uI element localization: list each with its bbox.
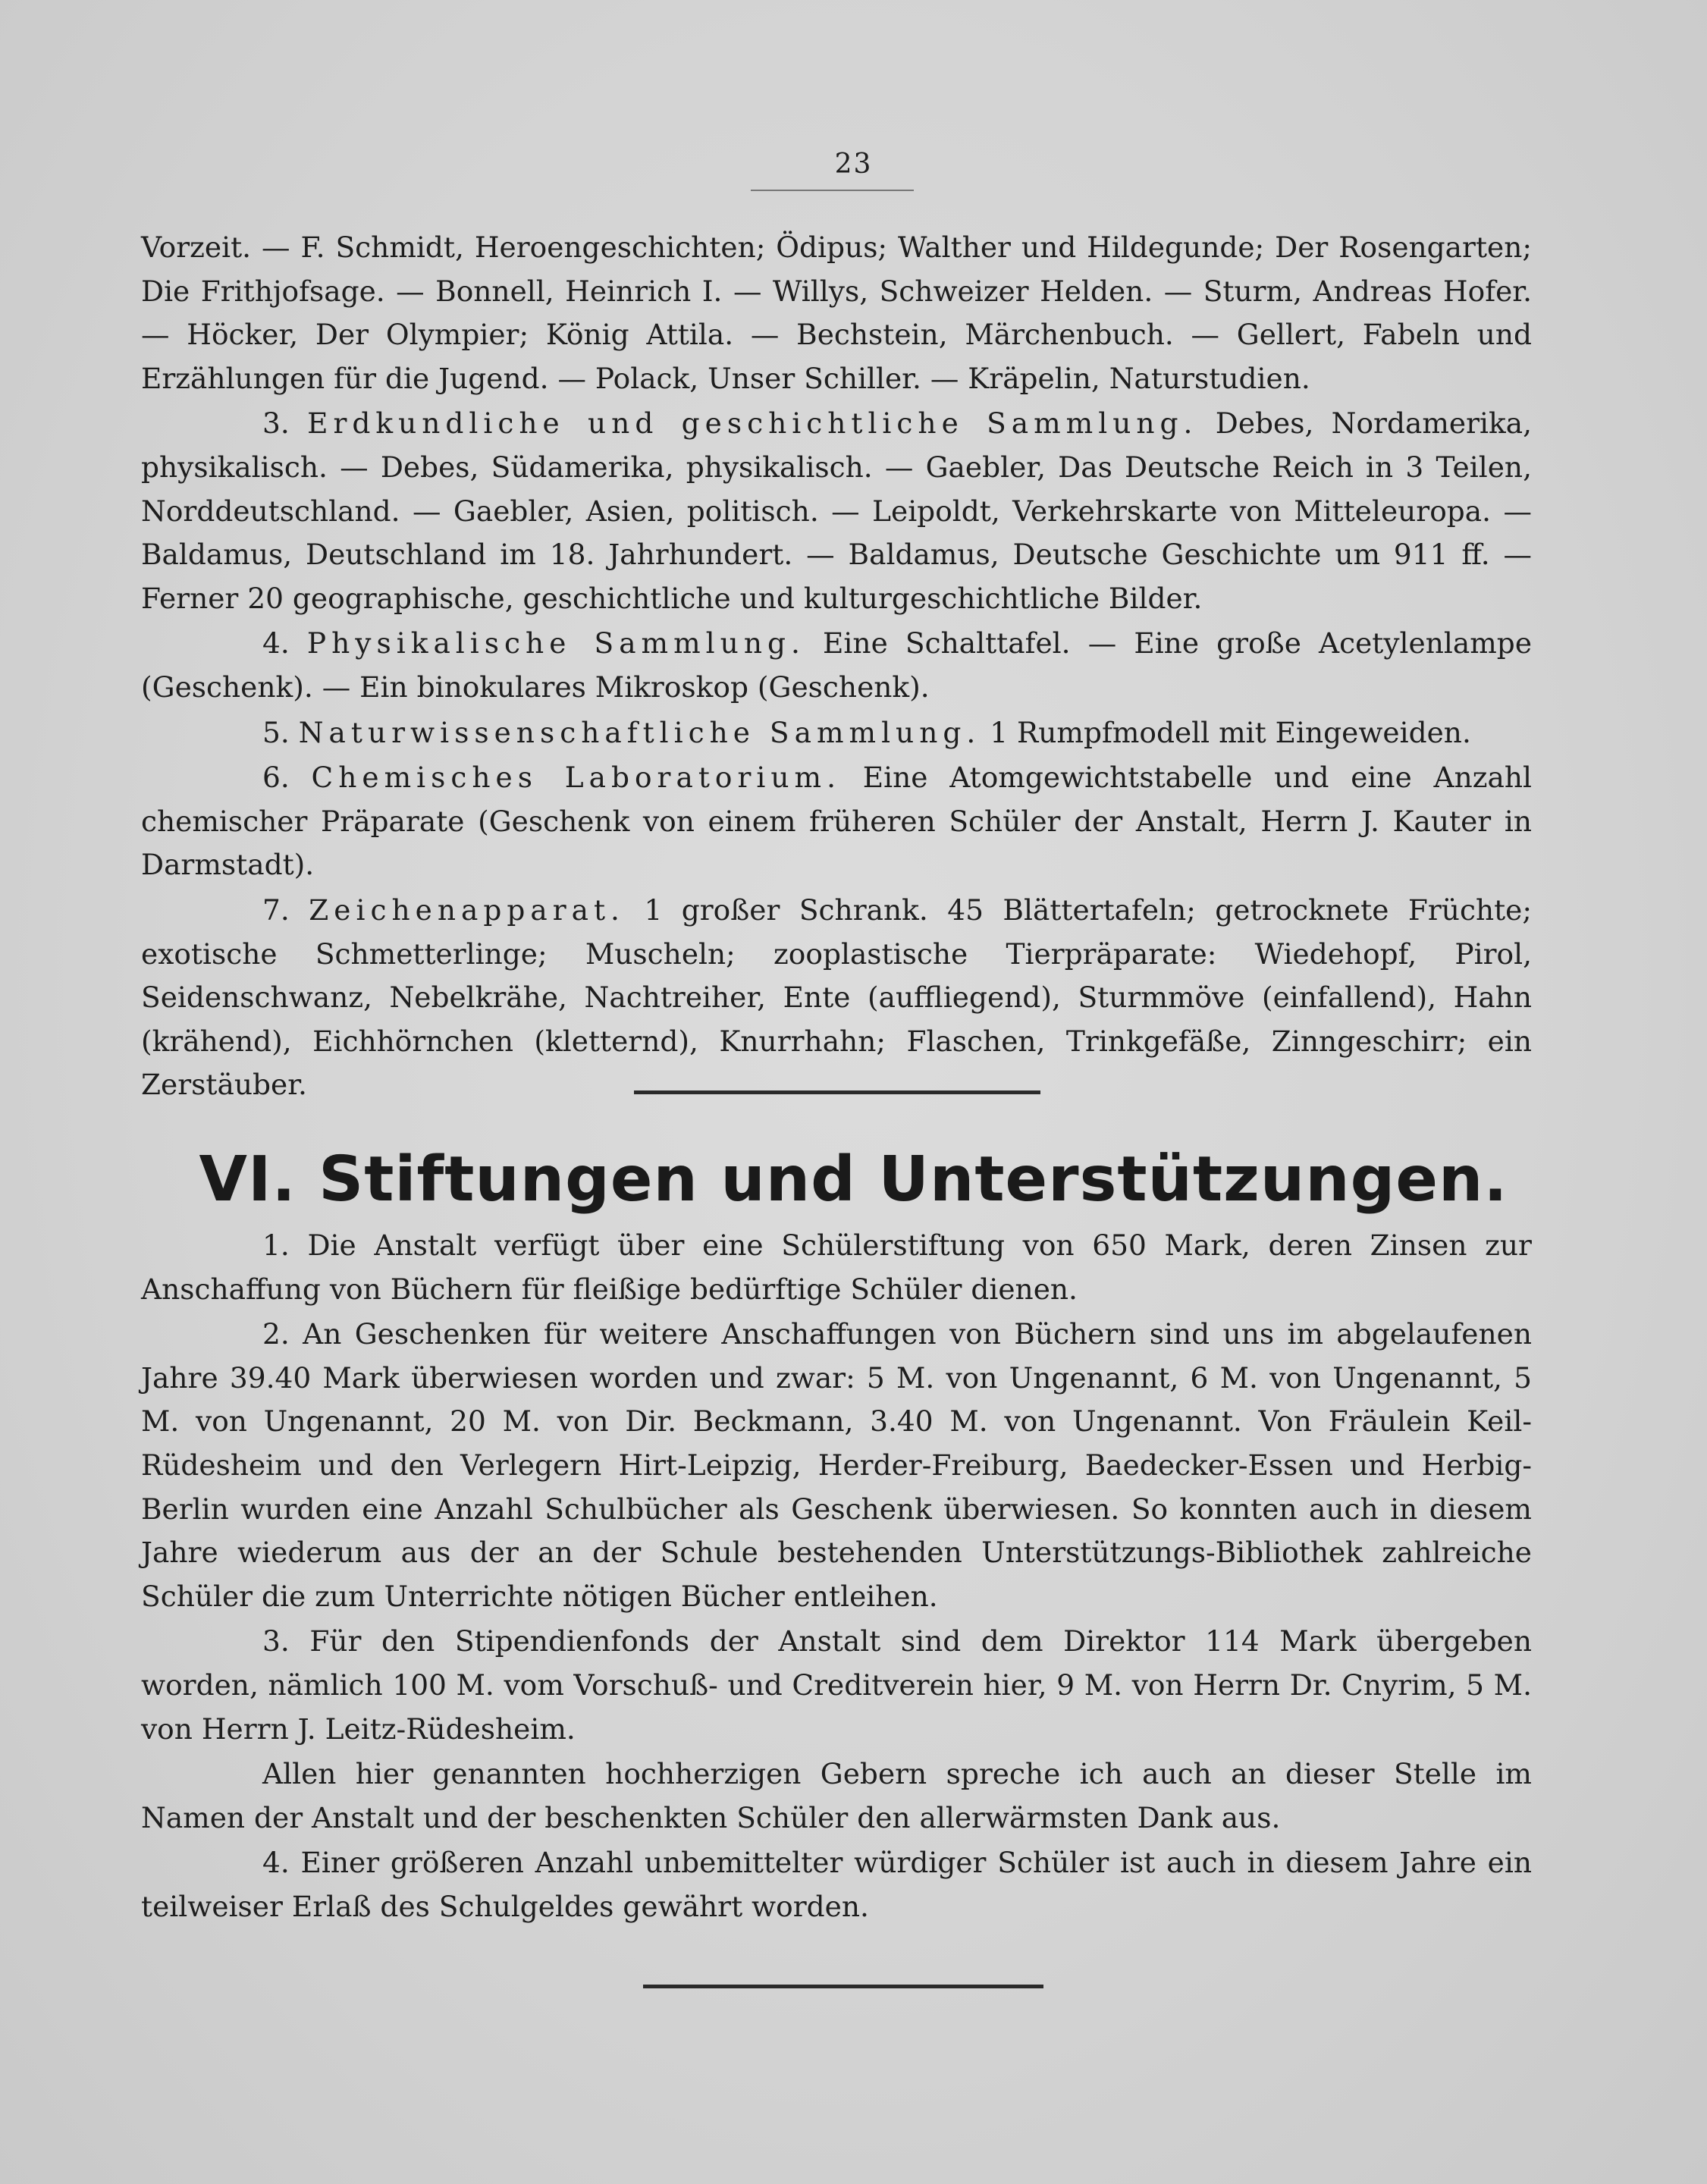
list-item-erdkundliche-sammlung — [141, 402, 1532, 620]
section-body — [141, 1224, 1532, 1929]
section-paragraph: 3. Für den Stipendienfonds der Anstalt sind dem Direktor 114 Mark übergeben worden, nämlich 100 M. vom Vorschuß- und Creditverein hier, 9 M. von Herrn Dr. Cnyrim, 5 M. von Herrn J. Leitz-Rüdesheim. — [141, 1624, 1532, 1746]
item-number: 7. — [262, 893, 290, 927]
list-item-zeichenapparat — [141, 889, 1532, 1107]
item-heading: Erdkundliche und geschichtliche Sammlung. — [307, 406, 1198, 441]
section-title: VI. Stiftungen und Unterstützungen. — [199, 1144, 1508, 1216]
item-heading: Chemisches Laboratorium. — [311, 761, 842, 795]
section-paragraph: Allen hier genannten hochherzigen Gebern spreche ich auch an dieser Stelle im Namen der Anstalt und der beschenkten Schüler den allerwärmsten Dank aus. — [141, 1757, 1532, 1834]
item-number: 5. — [262, 715, 290, 749]
list-item-physikalische-sammlung — [141, 622, 1532, 709]
item-text: Debes, Nordamerika, physikalisch. — Debes, Südamerika, physikalisch. — Gaebler, Das Deutsche Reich in 3 Teilen, Norddeutschland. — Gaebler, Asien, politisch. — Leipoldt, Verkehrskarte von Mitteleuropa. — Baldamus, Deutschland im 18. Jahrhundert. — Baldamus, Deutsche Geschichte um 911 ff. — Ferner 20 geographische, geschichtliche und kulturgeschichtliche Bilder. — [141, 406, 1533, 615]
item-text: 1 Rumpfmodell mit Eingeweiden. — [990, 715, 1471, 749]
item-text: Eine Schalttafel. — Eine große Acetylenlampe (Geschenk). — Ein binokulares Mikroskop (Geschenk). — [141, 626, 1533, 704]
section-divider — [634, 1090, 1040, 1094]
item-text: 1 großer Schrank. 45 Blättertafeln; getrocknete Früchte; exotische Schmetterlinge; Muscheln; zooplastische Tierpräparate: Wiedehopf, Pirol, Seidenschwanz, Nebelkrähe, Nachtreiher, Ente (auffliegend), Sturmmöve (einfallend), Hahn (krähend), Eichhörnchen (kletternd), Knurrhahn; Flaschen, Trinkgefäße, Zinngeschirr; ein Zerstäuber. — [141, 893, 1532, 1102]
list-item-naturwissenschaftliche-sammlung — [141, 711, 1532, 755]
item-number: 3. — [262, 406, 290, 441]
item-heading: Physikalische Sammlung. — [306, 626, 805, 661]
continuation-paragraph: Vorzeit. — F. Schmidt, Heroengeschichten; Ödipus; Walther und Hildegunde; Der Rosengarten; Die Frithjofsage. — Bonnell, Heinrich I. — Willys, Schweizer Helden. — Sturm, Andreas Hofer. — Höcker, Der Olympier; König Attila. — Bechstein, Märchenbuch. — Gellert, Fabeln und Erzählungen für die Jugend. — Polack, Unser Schiller. — Kräpelin, Naturstudien. — [141, 231, 1532, 395]
page-number-rule — [751, 190, 914, 191]
section-paragraph: 2. An Geschenken für weitere Anschaffungen von Büchern sind uns im abgelaufenen Jahre 39.40 Mark überwiesen worden und zwar: 5 M. von Ungenannt, 6 M. von Ungenannt, 5 M. von Ungenannt, 20 M. von Dir. Beckmann, 3.40 M. von Ungenannt. Von Fräulein Keil-Rüdesheim und den Verlegern Hirt-Leipzig, Herder-Freiburg, Baedecker-Essen und Herbig-Berlin wurden eine Anzahl Schulbücher als Geschenk überwiesen. So konnten auch in diesem Jahre wiederum aus der an der Schule bestehenden Unterstützungs-Bibliothek zahlreiche Schüler die zum Unterrichte nötigen Bücher entleihen. — [141, 1317, 1532, 1613]
item-heading: Zeichenapparat. — [309, 893, 625, 927]
page-number: 23 — [834, 149, 873, 180]
item-number: 6. — [262, 761, 290, 795]
collections-list — [141, 226, 1532, 1107]
section-paragraph: 1. Die Anstalt verfügt über eine Schülerstiftung von 650 Mark, deren Zinsen zur Anschaffung von Büchern für fleißige bedürftige Schüler dienen. — [141, 1228, 1532, 1306]
item-number: 4. — [262, 626, 290, 661]
item-heading: Naturwissenschaftliche Sammlung. — [298, 715, 981, 749]
list-item-chemisches-laboratorium — [141, 756, 1532, 887]
closing-divider — [643, 1985, 1043, 1988]
item-text: Eine Atomgewichtstabelle und eine Anzahl chemischer Präparate (Geschenk von einem früheren Schüler der Anstalt, Herrn J. Kauter in Darmstadt). — [141, 761, 1532, 882]
section-paragraph: 4. Einer größeren Anzahl unbemittelter würdiger Schüler ist auch in diesem Jahre ein teilweiser Erlaß des Schulgeldes gewährt worden. — [141, 1846, 1532, 1923]
